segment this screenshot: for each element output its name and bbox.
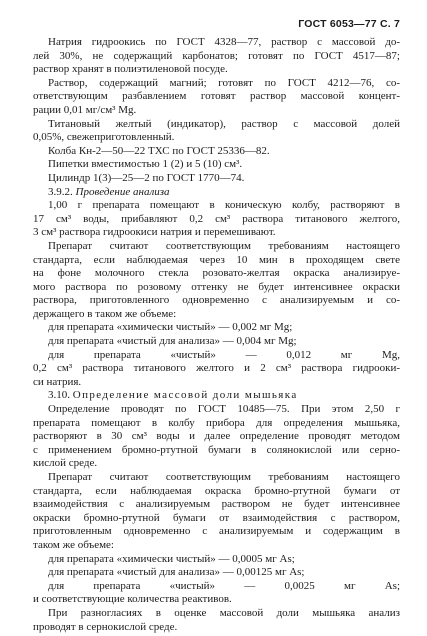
text-line: окраски бромно-ртутной бумаги от взаимодействия с раствором, [33,511,400,524]
text-line: 17 см³ воды, прибавляют 0,2 см³ раствора титанового желтого, [33,212,400,225]
text-line: мого раствора по розовому оттенку не будет интенсивнее окраски [33,280,400,293]
text-line: стандарта, если наблюдаемая окраска бромно-ртутной бумаги от [33,484,400,497]
document-body [33,36,400,634]
text-line [33,389,400,403]
text-line: стандарта, если наблюдаемая через 10 мин в проходящем свете [33,253,400,266]
text-line: взаимодействия с анализируемым раствором не будет интенсивнее [33,498,400,511]
text-line: кислой среде. [33,457,98,470]
text-line: проводят в сернокислой среде. [33,620,178,633]
text-line: растворяют в 30 см³ воды и далее определение проводят методом [33,430,400,443]
text-line: для препарата «чистый для анализа» — 0,00125 мг As; [48,566,305,579]
text-line: Препарат считают соответствующим требованиям настоящего [48,471,400,483]
text-line: ответствующим разбавлением готовят раствор массовой концент- [33,90,400,103]
text-line: для препарата «химически чистый» — 0,0005 мг As; [48,552,295,565]
text-line: для препарата «чистый» — 0,012 мг Mg, [48,348,400,361]
text-line: Титановый желтый (индикатор), раствор с массовой долей [48,117,400,130]
text-line: Определение проводят по ГОСТ 10485—75. При этом 2,50 г [48,403,400,416]
section-number: 3.10. [48,389,73,402]
text-line: приготовленным одновременно с анализируемым и содержащим в [33,525,400,538]
text-line: Натрия гидроокись по ГОСТ 4328—77, раствор с массовой до- [48,36,400,48]
text-line: с применением бромно-ртутной бумаги в солянокислой или серно- [33,443,400,456]
section-number: 3.9.2. [48,185,76,198]
text-line: Препарат считают соответствующим требованиям настоящего [48,239,400,252]
text-line: Раствор, содержащий магний; готовят по ГОСТ 4212—76, со- [48,76,400,89]
text-line: 0,2 см³ раствора титанового желтого и 2 см³ раствора гидрооки- [33,362,400,375]
text-line: препарата помещают в колбу прибора для определения мышьяка, [33,416,400,429]
text-line: раствор хранят в полиэтиленовой посуде. [33,63,228,76]
text-line: Пипетки вместимостью 1 (2) и 5 (10) см³. [48,158,243,171]
text-line: для препарата «химически чистый» — 0,002 мг Mg; [48,321,293,334]
text-line: 1,00 г препарата помещают в коническую колбу, растворяют в [48,199,400,212]
section-heading: Проведение анализа [75,185,170,198]
text-line: и соответствующие количества реактивов. [33,593,232,606]
text-line: для препарата «чистый» — 0,0025 мг As; [48,579,400,592]
text-line: на фоне молочного стекла розовато-желтая окраска анализируе- [33,267,400,280]
page-header: ГОСТ 6053—77 С. 7 [298,18,400,30]
text-line: держащего в таком же объеме: [33,307,177,320]
text-line: лей 30%, не содержащий карбонатов; готовят по ГОСТ 4517—87; [33,49,400,62]
text-line: си натрия. [33,375,82,388]
text-line: таком же объеме: [33,538,114,551]
text-line [33,186,400,200]
text-line: рации 0,01 мг/см³ Mg. [33,103,137,116]
text-line: Цилиндр 1(3)—25—2 по ГОСТ 1770—74. [48,171,245,184]
text-line: раствора, приготовленного одновременно с анализируемым и со- [33,294,400,307]
text-line: 0,05%, свежеприготовленный. [33,131,175,144]
text-line: 3 см³ раствора гидроокиси натрия и перемешивают. [33,226,276,239]
text-line: Колба Кн-2—50—22 ТХС по ГОСТ 25336—82. [48,144,270,157]
text-line: При разногласиях в оценке массовой доли мышьяка анализ [48,606,400,619]
text-line: для препарата «чистый для анализа» — 0,004 мг Mg; [48,335,297,348]
section-heading: Определение массовой доли мышьяка [72,389,298,402]
